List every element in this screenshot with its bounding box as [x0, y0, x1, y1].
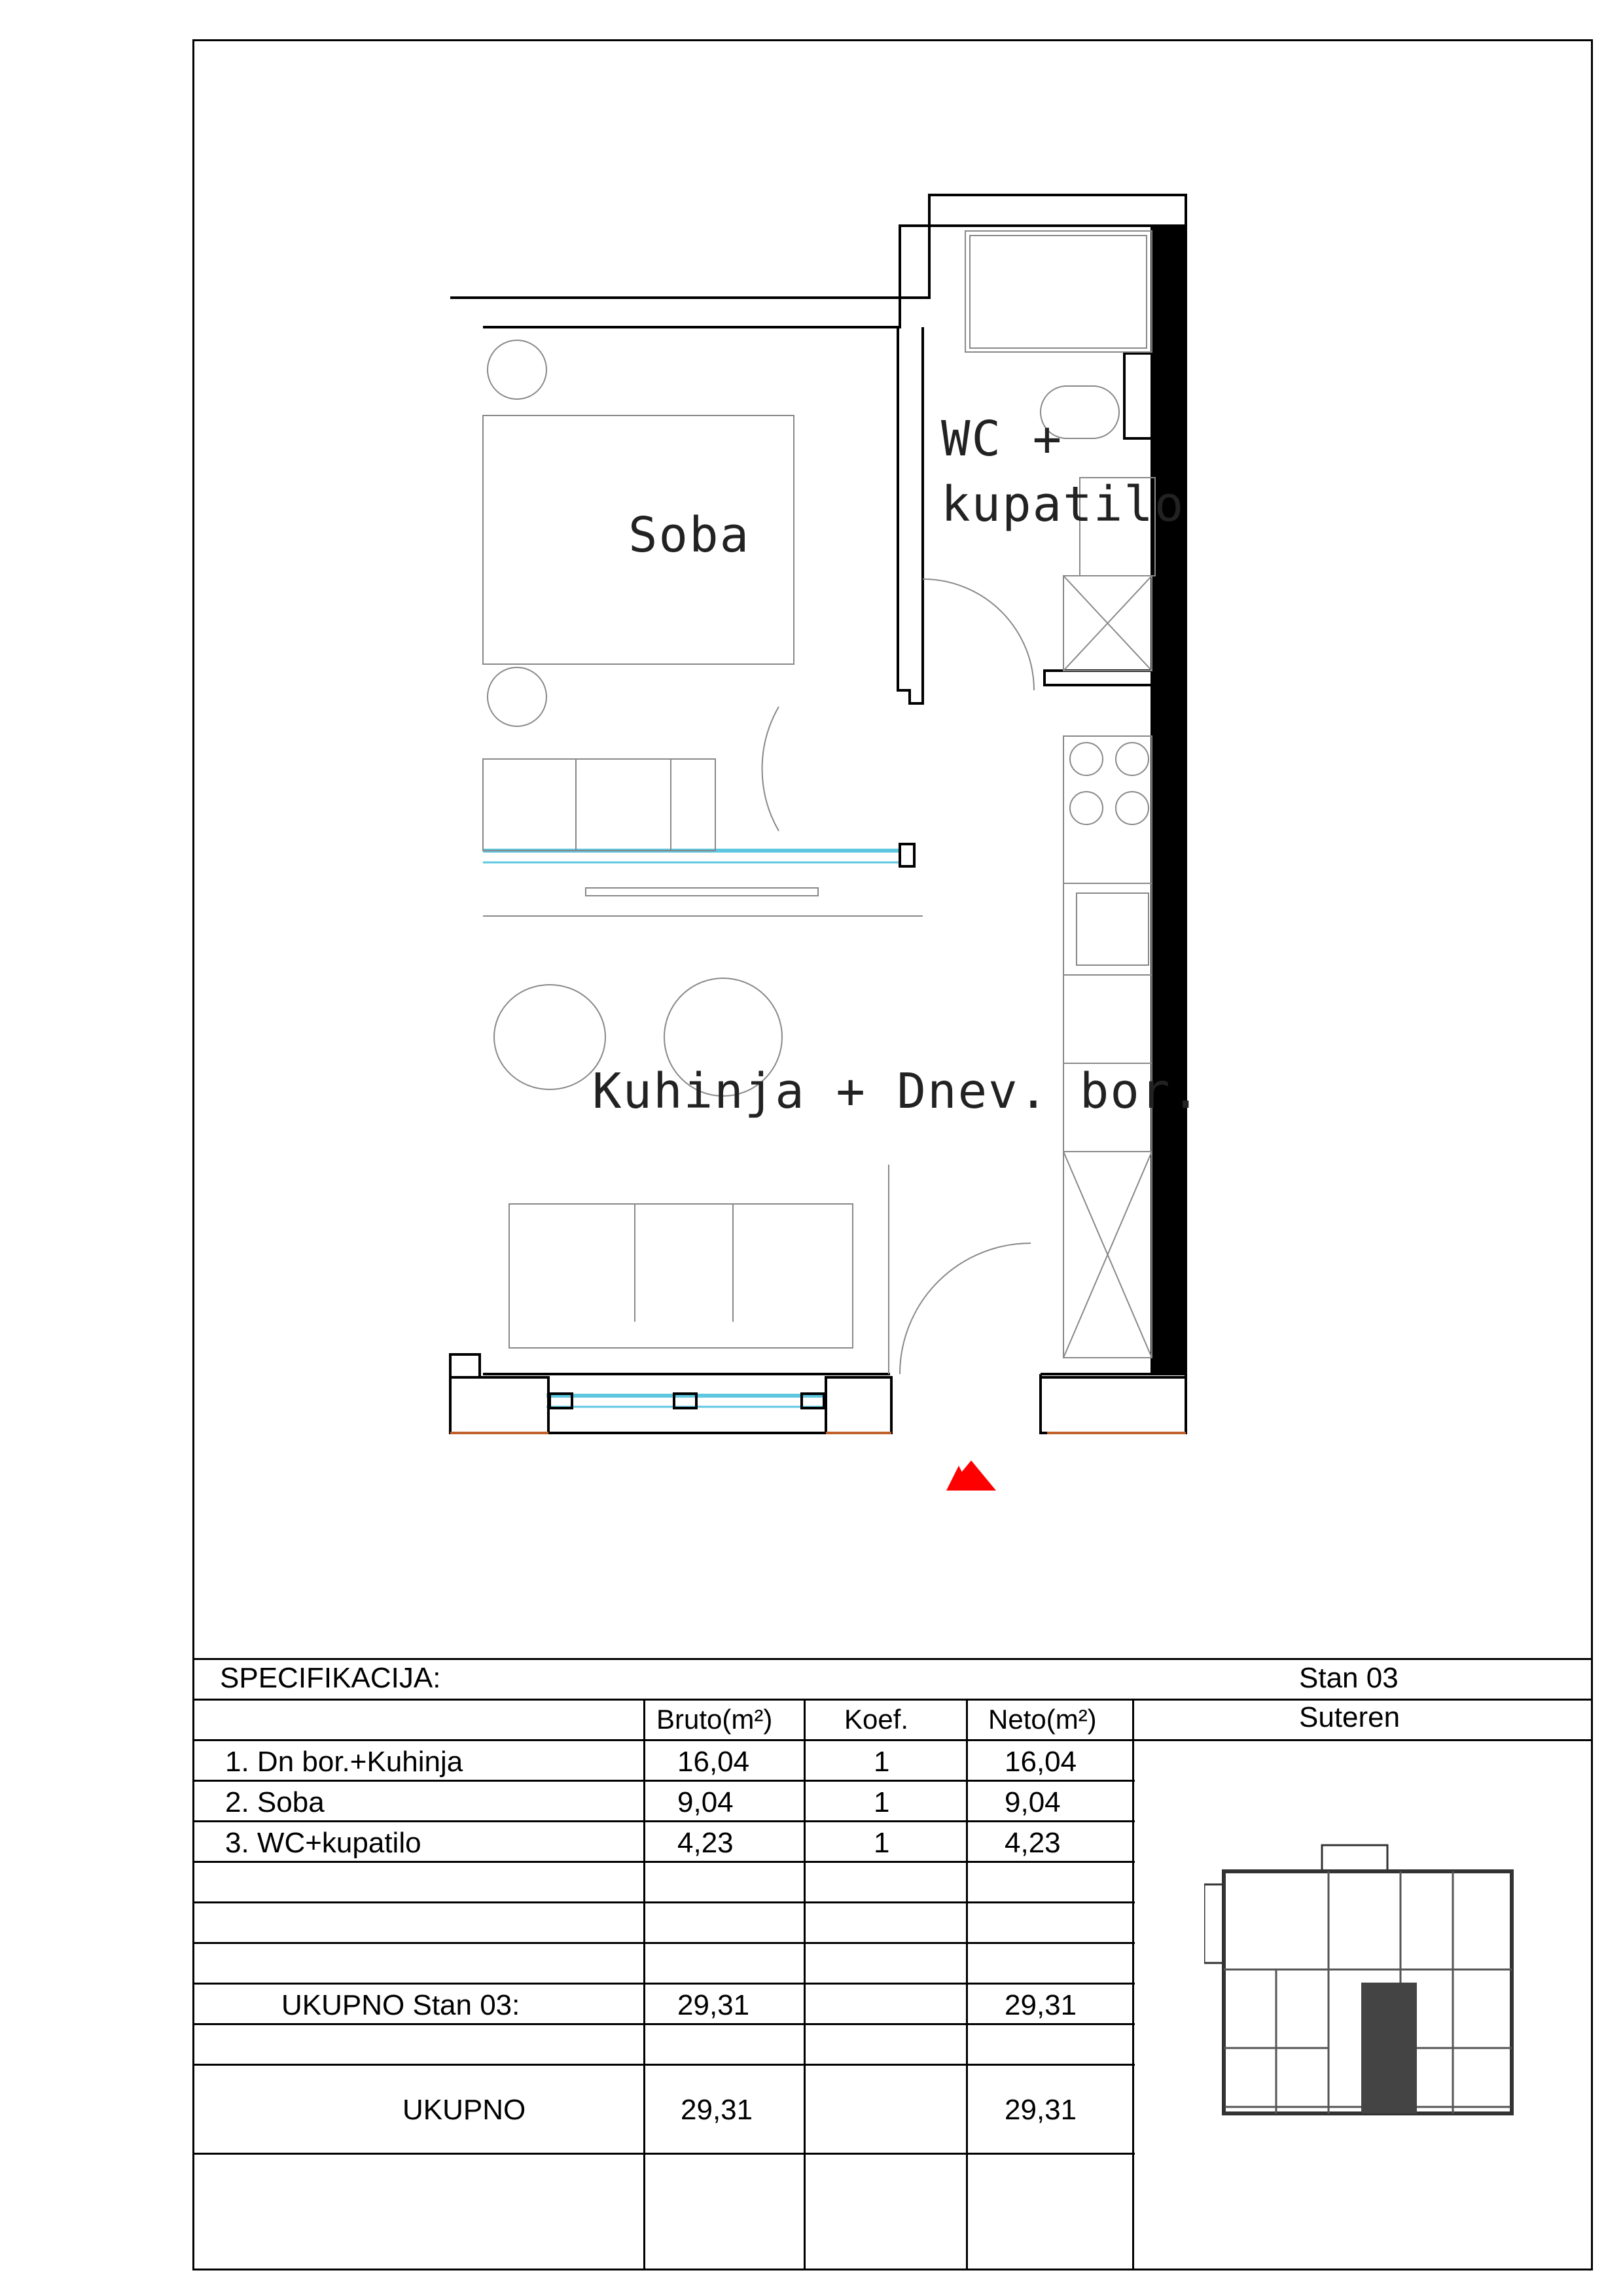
sofa: [509, 1204, 853, 1348]
row-neto: 9,04: [1005, 1786, 1061, 1818]
header-koef: Koef.: [844, 1704, 909, 1735]
wc-wall-side: [1124, 353, 1154, 438]
apartment-label: Stan 03: [1299, 1662, 1399, 1694]
lamp: [488, 340, 546, 399]
highlighted-unit: [1361, 1983, 1417, 2113]
row-koef: 1: [874, 1786, 890, 1818]
row-neto: 16,04: [1005, 1746, 1077, 1778]
key-plan: [1204, 1832, 1531, 2127]
total-bruto: 29,31: [681, 2094, 753, 2126]
row-name: 2. Soba: [225, 1786, 325, 1818]
subtotal-neto: 29,31: [1005, 1989, 1077, 2021]
subtotal-bruto: 29,31: [677, 1989, 750, 2021]
armchair: [494, 985, 605, 1089]
header-neto: Neto(m²): [988, 1704, 1097, 1735]
partition-wall: [898, 327, 923, 703]
row-koef: 1: [874, 1827, 890, 1859]
row-koef: 1: [874, 1746, 890, 1778]
subtotal-label: UKUPNO Stan 03:: [281, 1989, 520, 2021]
header-bruto: Bruto(m²): [656, 1704, 773, 1735]
row-bruto: 9,04: [677, 1786, 734, 1818]
total-neto: 29,31: [1005, 2094, 1077, 2126]
row-name: 1. Dn bor.+Kuhinja: [225, 1746, 463, 1778]
room-label-wc: WC +: [941, 411, 1063, 467]
total-label: UKUPNO: [402, 2094, 526, 2126]
row-bruto: 16,04: [677, 1746, 750, 1778]
wardrobe: [483, 759, 715, 851]
row-name: 3. WC+kupatilo: [225, 1827, 421, 1859]
row-bruto: 4,23: [677, 1827, 734, 1859]
right-wall: [1154, 226, 1183, 1374]
kitchen-counter: [1063, 736, 1152, 1358]
bathtub: [965, 231, 1152, 352]
table-line: [192, 1658, 1593, 1660]
room-label-kupatilo: kupatilo: [941, 476, 1185, 533]
wc-wall: [1044, 671, 1154, 685]
spec-title: SPECIFIKACIJA:: [220, 1662, 441, 1694]
floor-label: Suteren: [1299, 1701, 1400, 1733]
room-label-dnevni: Kuhinja + Dnev. bor.: [592, 1063, 1202, 1120]
room-label-soba: Soba: [628, 507, 751, 563]
outer-wall: [450, 195, 1186, 1433]
inner-wall: [483, 226, 1152, 1374]
row-neto: 4,23: [1005, 1827, 1061, 1859]
